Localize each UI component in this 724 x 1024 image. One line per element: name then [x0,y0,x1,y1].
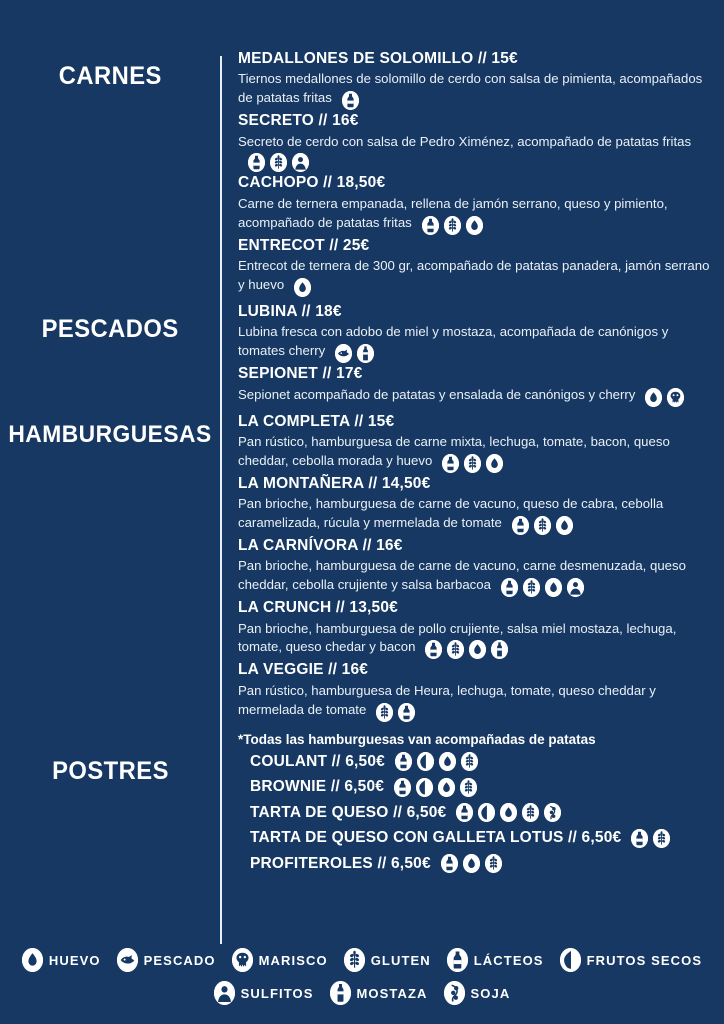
dish-name: CACHOPO // 18,50€ [238,174,386,192]
allergen-icons [456,803,561,822]
gluten-icon [460,778,477,797]
dish-item [238,411,714,471]
huevo-icon [439,752,456,771]
allergen-icons [501,578,584,597]
gluten-icon [376,703,393,722]
huevo-icon [22,948,43,972]
menu-section-hamburguesas [0,411,724,751]
lacteos-icon [501,578,518,597]
gluten-icon [464,454,481,473]
gluten-icon [523,578,540,597]
section-title-pescados: PESCADOS [41,314,179,343]
dish-description: Pan rústico, hamburguesa de carne mixta, lechuga, tomate, bacon, queso cheddar, cebolla morada y huevo [238,434,670,468]
dish-description-wrap [238,70,714,108]
dish-description-wrap [238,133,714,171]
allergen-legend [0,948,724,1014]
legend-item-soja [444,981,511,1005]
sulfitos-icon [214,981,235,1005]
lacteos-icon [425,640,442,659]
allergen-icons [645,388,684,407]
section-note: *Todas las hamburguesas van acompañadas de patatas [238,731,596,747]
lacteos-icon [456,803,473,822]
dish-name: LA VEGGIE // 16€ [238,661,369,679]
dish-description: Pan brioche, hamburguesa de pollo crujiente, salsa miel mostaza, lechuga, tomate, queso chedar y bacon [238,620,677,655]
dish-name: LUBINA // 18€ [238,302,342,320]
dish-name: TARTA DE QUESO // 6,50€ [250,803,447,821]
huevo-icon [469,640,486,659]
dish-description: Entrecot de ternera de 300 gr, acompañado de patatas panadera, jamón serrano y huevo [238,258,710,292]
legend-item-marisco [232,948,328,972]
mostaza-icon [491,640,508,659]
dish-description: Pan brioche, hamburguesa de carne de vacuno, queso de cabra, cebolla caramelizada, rúcula y mermelada de tomate [238,496,664,530]
dish-item [250,853,714,875]
dish-name: SEPIONET // 17€ [238,365,363,383]
dish-name: LA CARNÍVORA // 16€ [238,537,403,555]
frutos-secos-icon [417,752,434,771]
dish-description-wrap [238,386,714,405]
legend-item-lacteos [447,948,544,972]
sulfitos-icon [567,578,584,597]
legend-item-sulfitos [214,981,314,1005]
dish-name: LA CRUNCH // 13,50€ [238,599,398,617]
dish-description-wrap [238,257,714,295]
huevo-icon [438,778,455,797]
dish-name: LA COMPLETA // 15€ [238,412,395,430]
dish-description: Pan rústico, hamburguesa de Heura, lechuga, tomate, queso cheddar y mermelada de tomate [238,682,656,717]
legend-label: LÁCTEOS [473,952,544,968]
huevo-icon [466,216,483,235]
gluten-icon [522,803,539,822]
dish-description-wrap [238,620,714,658]
legend-label: MOSTAZA [356,985,428,1001]
dish-name: COULANT // 6,50€ [250,752,385,770]
allergen-icons [335,344,374,363]
legend-label: SOJA [470,985,511,1001]
frutos-secos-icon [478,803,495,822]
huevo-icon [556,516,573,535]
menu-section-pescados [0,301,724,411]
soja-icon [444,981,465,1005]
dish-item [250,802,714,824]
frutos-secos-icon [560,948,581,972]
mostaza-icon [357,344,374,363]
legend-label: FRUTOS SECOS [586,952,703,968]
allergen-icons [248,153,309,172]
legend-item-gluten [344,948,431,972]
dish-item [238,597,714,657]
dish-item [238,301,714,361]
dish-description-wrap [238,433,714,471]
allergen-icons [512,516,573,535]
gluten-icon [534,516,551,535]
menu-section-carnes [0,48,724,301]
marisco-icon [232,948,253,972]
dish-item [238,363,714,404]
huevo-icon [545,578,562,597]
section-title-column [0,48,220,91]
dish-description: Secreto de cerdo con salsa de Pedro Ximénez, acompañado de patatas fritas [238,133,692,149]
legend-label: GLUTEN [370,952,431,968]
huevo-icon [294,278,311,297]
legend-item-huevo [22,948,101,972]
legend-row [14,948,710,972]
legend-label: MARISCO [258,952,328,968]
lacteos-icon [441,854,458,873]
pescado-icon [117,948,138,972]
allergen-icons [422,216,483,235]
lacteos-icon [394,778,411,797]
gluten-icon [344,948,365,972]
lacteos-icon [398,703,415,722]
section-title-column [0,411,220,449]
allergen-icons [376,703,415,722]
dish-item [250,776,714,798]
allergen-icons [395,752,478,771]
allergen-icons [394,778,477,797]
gluten-icon [270,153,287,172]
huevo-icon [645,388,662,407]
dish-description-wrap [238,495,714,533]
legend-item-pescado [117,948,216,972]
dish-description: Sepionet acompañado de patatas y ensalada de canónigos y cherry [238,386,636,402]
mostaza-icon [330,981,351,1005]
lacteos-icon [342,91,359,110]
dish-item [238,659,714,719]
allergen-icons [294,278,311,297]
dish-description: Lubina fresca con adobo de miel y mostaza, acompañada de canónigos y tomates cherry [238,324,669,359]
dish-item [238,172,714,232]
gluten-icon [485,854,502,873]
allergen-icons [631,829,670,848]
allergen-icons [425,640,508,659]
legend-label: PESCADO [143,952,216,968]
gluten-icon [444,216,461,235]
dish-description: Pan brioche, hamburguesa de carne de vacuno, carne desmenuzada, queso cheddar, cebolla crujiente y salsa barbacoa [238,558,686,593]
dish-item [238,235,714,295]
lacteos-icon [447,948,468,972]
section-title-carnes: CARNES [58,62,162,90]
lacteos-icon [248,153,265,172]
gluten-icon [461,752,478,771]
lacteos-icon [512,516,529,535]
allergen-icons [442,454,503,473]
section-title-column [0,751,220,786]
menu-sections [0,48,724,878]
section-items-postres [220,751,724,878]
dish-description: Tiernos medallones de solomillo de cerdo con salsa de pimienta, acompañados de patatas fritas [238,71,703,106]
dish-item [250,751,714,773]
lacteos-icon [631,829,648,848]
dish-item [250,827,714,849]
section-items-pescados [220,301,724,407]
dish-name: MEDALLONES DE SOLOMILLO // 15€ [238,50,518,67]
allergen-icons [441,854,502,873]
huevo-icon [500,803,517,822]
huevo-icon [486,454,503,473]
legend-row [14,981,710,1005]
dish-item [238,110,714,170]
legend-item-mostaza [330,981,428,1005]
legend-label: HUEVO [48,952,101,968]
dish-description-wrap [238,195,714,233]
frutos-secos-icon [416,778,433,797]
dish-item [238,48,714,108]
legend-item-frutos-secos [560,948,703,972]
soja-icon [544,803,561,822]
dish-name: BROWNIE // 6,50€ [250,778,385,796]
section-items-hamburguesas [220,411,724,751]
dish-name: SECRETO // 16€ [238,112,359,130]
gluten-icon [447,640,464,659]
legend-label: SULFITOS [240,985,314,1001]
dish-name: LA MONTAÑERA // 14,50€ [238,474,431,492]
dish-description: Carne de ternera empanada, rellena de jamón serrano, queso y pimiento, acompañado de patatas fritas [238,195,668,230]
huevo-icon [463,854,480,873]
lacteos-icon [422,216,439,235]
pescado-icon [335,344,352,363]
lacteos-icon [442,454,459,473]
dish-name: ENTRECOT // 25€ [238,236,370,254]
marisco-icon [667,388,684,407]
section-items-carnes [220,48,724,297]
dish-name: TARTA DE QUESO CON GALLETA LOTUS // 6,50€ [250,829,622,847]
section-title-hamburguesas: HAMBURGUESAS [8,420,212,448]
dish-name: PROFITEROLES // 6,50€ [250,854,431,872]
menu-section-postres [0,751,724,878]
dish-description-wrap [238,557,714,595]
dish-description-wrap [238,323,714,361]
dish-description-wrap [238,682,714,720]
section-title-postres: POSTRES [51,756,169,785]
dish-item [238,535,714,595]
section-title-column [0,301,220,344]
lacteos-icon [395,752,412,771]
dish-item [238,473,714,533]
sulfitos-icon [292,153,309,172]
gluten-icon [653,829,670,848]
allergen-icons [342,91,359,110]
